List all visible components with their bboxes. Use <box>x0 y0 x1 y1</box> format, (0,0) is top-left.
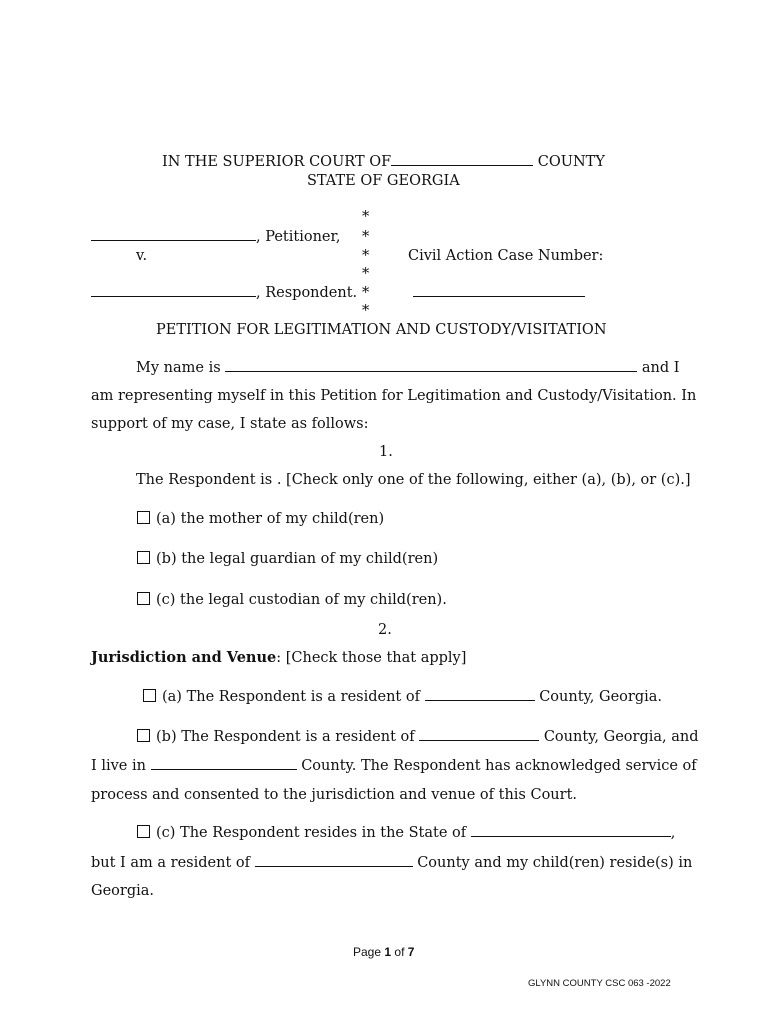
section-1-number: 1. <box>379 444 393 460</box>
petitioner-label: , Petitioner, <box>256 229 341 245</box>
document-title: PETITION FOR LEGITIMATION AND CUSTODY/VISITATION <box>156 322 607 338</box>
option-custodian <box>137 591 447 609</box>
intro-line-3: support of my case, I state as follows: <box>91 416 369 432</box>
caption-star-4: * <box>362 266 370 282</box>
option-guardian <box>137 550 438 568</box>
my-name-blank[interactable] <box>225 370 637 372</box>
section-2-heading <box>91 649 466 667</box>
page-of: of <box>394 945 405 959</box>
venue-c-state-blank[interactable] <box>471 835 671 837</box>
venue-option-a <box>143 688 662 706</box>
intro-line1-end: and I <box>641 360 680 376</box>
intro-name-label: My name is <box>136 360 221 376</box>
venue-a-label-start: (a) The Respondent is a resident of <box>162 689 420 705</box>
checkbox-custodian[interactable] <box>137 592 150 605</box>
jurisdiction-instruction: : [Check those that apply] <box>276 650 467 666</box>
caption-star-2: * <box>362 229 370 245</box>
court-suffix: COUNTY <box>537 154 605 170</box>
caption-star-6: * <box>362 303 370 319</box>
checkbox-guardian[interactable] <box>137 551 150 564</box>
case-number-line <box>413 284 585 302</box>
checkbox-venue-b[interactable] <box>137 729 150 742</box>
venue-c-line-3: Georgia. <box>91 883 154 899</box>
venue-b-line-2 <box>91 757 697 775</box>
versus-label: v. <box>136 248 148 264</box>
petitioner-name-blank[interactable] <box>91 239 256 241</box>
caption-star-1: * <box>362 209 370 225</box>
venue-b-live-county-blank[interactable] <box>151 768 297 770</box>
page-prefix: Page <box>353 945 382 959</box>
case-number-label: Civil Action Case Number: <box>408 248 604 264</box>
page-current: 1 <box>384 945 392 959</box>
intro-line-1 <box>136 359 679 377</box>
case-number-blank[interactable] <box>413 295 585 297</box>
petitioner-line <box>91 228 340 246</box>
state-heading: STATE OF GEORGIA <box>307 173 460 189</box>
form-code: GLYNN COUNTY CSC 063 -2022 <box>528 978 671 989</box>
venue-option-c <box>137 824 675 842</box>
venue-b-label-start: (b) The Respondent is a resident of <box>156 729 415 745</box>
court-heading <box>162 153 605 171</box>
venue-a-label-end: County, Georgia. <box>539 689 662 705</box>
intro-line-2: am representing myself in this Petition for Legitimation and Custody/Visitation. In <box>91 388 697 404</box>
venue-c-line-2 <box>91 854 692 872</box>
option-guardian-label: (b) the legal guardian of my child(ren) <box>156 551 439 567</box>
venue-a-county-blank[interactable] <box>425 699 535 701</box>
caption-star-3: * <box>362 248 370 264</box>
caption-star-5: * <box>362 285 370 301</box>
venue-c-label-start: (c) The Respondent resides in the State of <box>156 825 467 841</box>
county-blank[interactable] <box>391 164 533 166</box>
checkbox-venue-a[interactable] <box>143 689 156 702</box>
respondent-line <box>91 284 357 302</box>
section-2-number: 2. <box>378 622 392 638</box>
venue-c-line2-end: County and my child(ren) reside(s) in <box>417 855 693 871</box>
venue-c-line2-start: but I am a resident of <box>91 855 250 871</box>
page-number <box>353 943 414 961</box>
court-prefix: IN THE SUPERIOR COURT OF <box>162 154 392 170</box>
jurisdiction-heading: Jurisdiction and Venue <box>91 649 277 666</box>
venue-b-line2-end: County. The Respondent has acknowledged service of <box>301 758 697 774</box>
venue-b-county-blank[interactable] <box>419 739 539 741</box>
venue-c-label-end: , <box>670 825 676 841</box>
option-mother-label: (a) the mother of my child(ren) <box>156 511 385 527</box>
option-custodian-label: (c) the legal custodian of my child(ren). <box>156 592 447 608</box>
page-total: 7 <box>407 945 415 959</box>
respondent-label: , Respondent. <box>256 285 358 301</box>
section-1-instruction: The Respondent is . [Check only one of the following, either (a), (b), or (c).] <box>136 472 691 488</box>
respondent-name-blank[interactable] <box>91 295 256 297</box>
venue-option-b <box>137 728 699 746</box>
venue-b-line-3: process and consented to the jurisdiction and venue of this Court. <box>91 787 578 803</box>
venue-b-line2-start: I live in <box>91 758 146 774</box>
venue-c-county-blank[interactable] <box>255 865 413 867</box>
checkbox-mother[interactable] <box>137 511 150 524</box>
option-mother <box>137 510 384 528</box>
venue-b-label-end: County, Georgia, and <box>543 729 699 745</box>
checkbox-venue-c[interactable] <box>137 825 150 838</box>
